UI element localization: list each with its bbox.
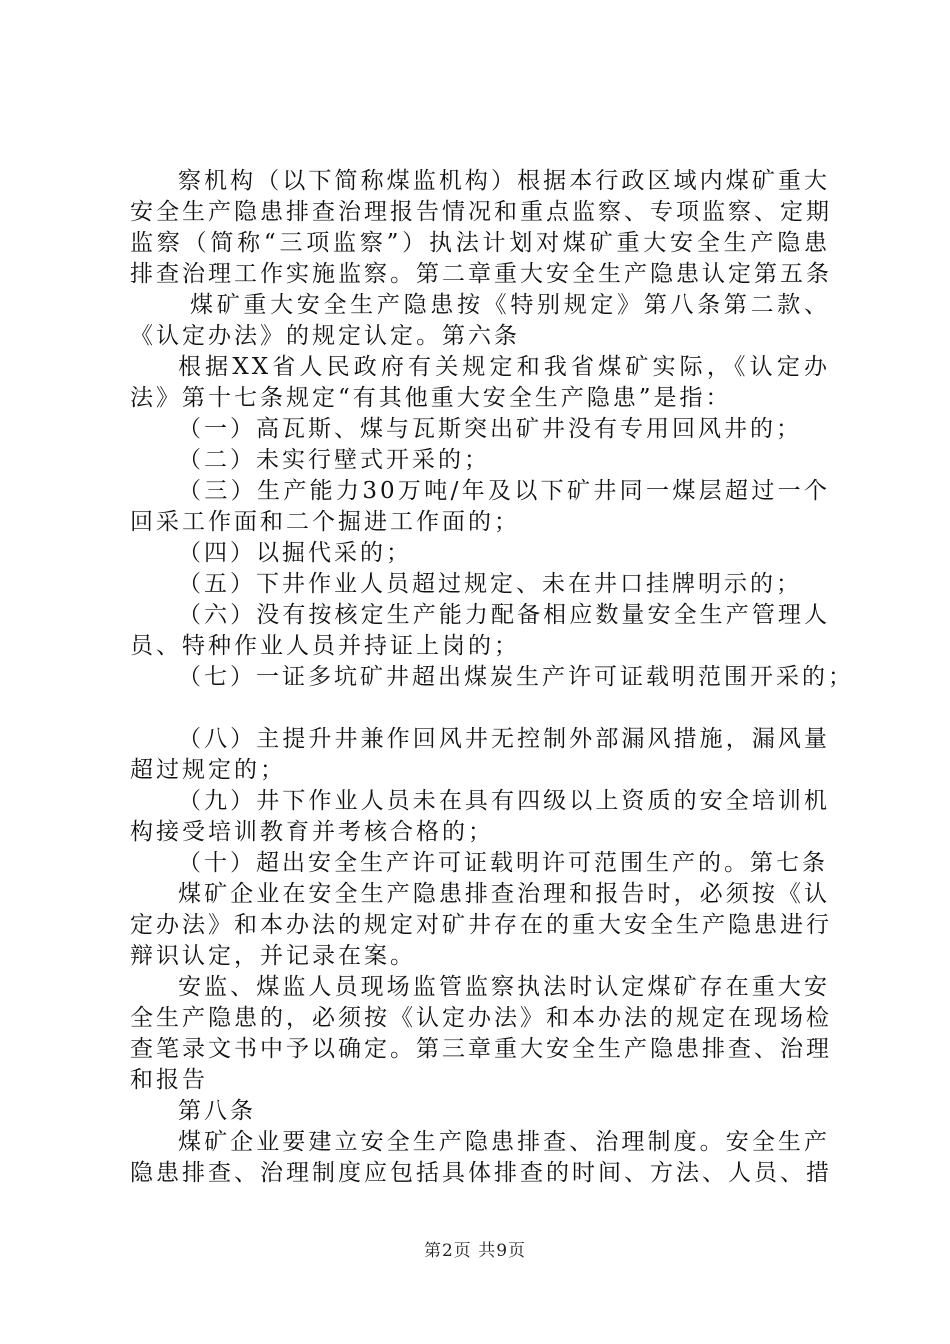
text-line: 构接受培训教育并考核合格的；	[130, 819, 494, 845]
text-line: 隐患排查、治理制度应包括具体排查的时间、方法、人员、措	[130, 1160, 832, 1186]
text-line: 煤矿企业在安全生产隐患排查治理和报告时，必须按《认	[178, 881, 830, 907]
text-line: （一）高瓦斯、煤与瓦斯突出矿井没有专用回风井的；	[178, 416, 802, 442]
text-line: （七）一证多坑矿井超出煤炭生产许可证载明范围开采的；	[178, 664, 854, 690]
text-line: （九）井下作业人员未在具有四级以上资质的安全培训机	[178, 788, 830, 814]
text-line: （四）以掘代采的；	[178, 540, 412, 566]
text-line: 安监、煤监人员现场监管监察执法时认定煤矿存在重大安	[178, 974, 830, 1000]
text-line: 定办法》和本办法的规定对矿井存在的重大安全生产隐患进行	[130, 912, 832, 938]
text-line: （五）下井作业人员超过规定、未在井口挂牌明示的；	[178, 571, 802, 597]
text-line: 全生产隐患的，必须按《认定办法》和本办法的规定在现场检	[130, 1005, 832, 1031]
text-line: 超过规定的；	[130, 757, 286, 783]
text-line: 和报告	[130, 1067, 208, 1093]
text-line: 辩识认定，并记录在案。	[130, 943, 416, 969]
text-line: （十）超出安全生产许可证载明许可范围生产的。第七条	[178, 850, 828, 876]
text-line: 回采工作面和二个掘进工作面的；	[130, 509, 520, 535]
text-line: 煤矿企业要建立安全生产隐患排查、治理制度。安全生产	[178, 1129, 830, 1155]
text-line: （二）未实行壁式开采的；	[178, 447, 490, 473]
text-line: 法》第十七条规定“有其他重大安全生产隐患”是指：	[130, 385, 732, 411]
text-line: 《认定办法》的规定认定。第六条	[130, 323, 520, 349]
text-line: 根据XX省人民政府有关规定和我省煤矿实际，《认定办	[178, 354, 830, 380]
text-line: 员、特种作业人员并持证上岗的；	[130, 633, 520, 659]
text-line: 监察（简称“三项监察”）执法计划对煤矿重大安全生产隐患	[130, 230, 830, 256]
text-line: 察机构（以下简称煤监机构）根据本行政区域内煤矿重大	[178, 168, 830, 194]
blank-line	[130, 693, 830, 724]
page-footer: 第2页 共9页	[423, 1241, 527, 1261]
text-line: （六）没有按核定生产能力配备相应数量安全生产管理人	[178, 602, 830, 628]
text-line: 煤矿重大安全生产隐患按《特别规定》第八条第二款、	[190, 292, 830, 318]
text-line: 安全生产隐患排查治理报告情况和重点监察、专项监察、定期	[130, 199, 832, 225]
text-line: （八）主提升井兼作回风井无控制外部漏风措施，漏风量	[178, 726, 830, 752]
text-line: 第八条	[178, 1098, 256, 1124]
text-line: （三）生产能力30万吨/年及以下矿井同一煤层超过一个	[178, 478, 830, 504]
text-line: 排查治理工作实施监察。第二章重大安全生产隐患认定第五条	[130, 261, 832, 287]
text-line: 查笔录文书中予以确定。第三章重大安全生产隐患排查、治理	[130, 1036, 832, 1062]
document-body	[130, 166, 854, 1189]
